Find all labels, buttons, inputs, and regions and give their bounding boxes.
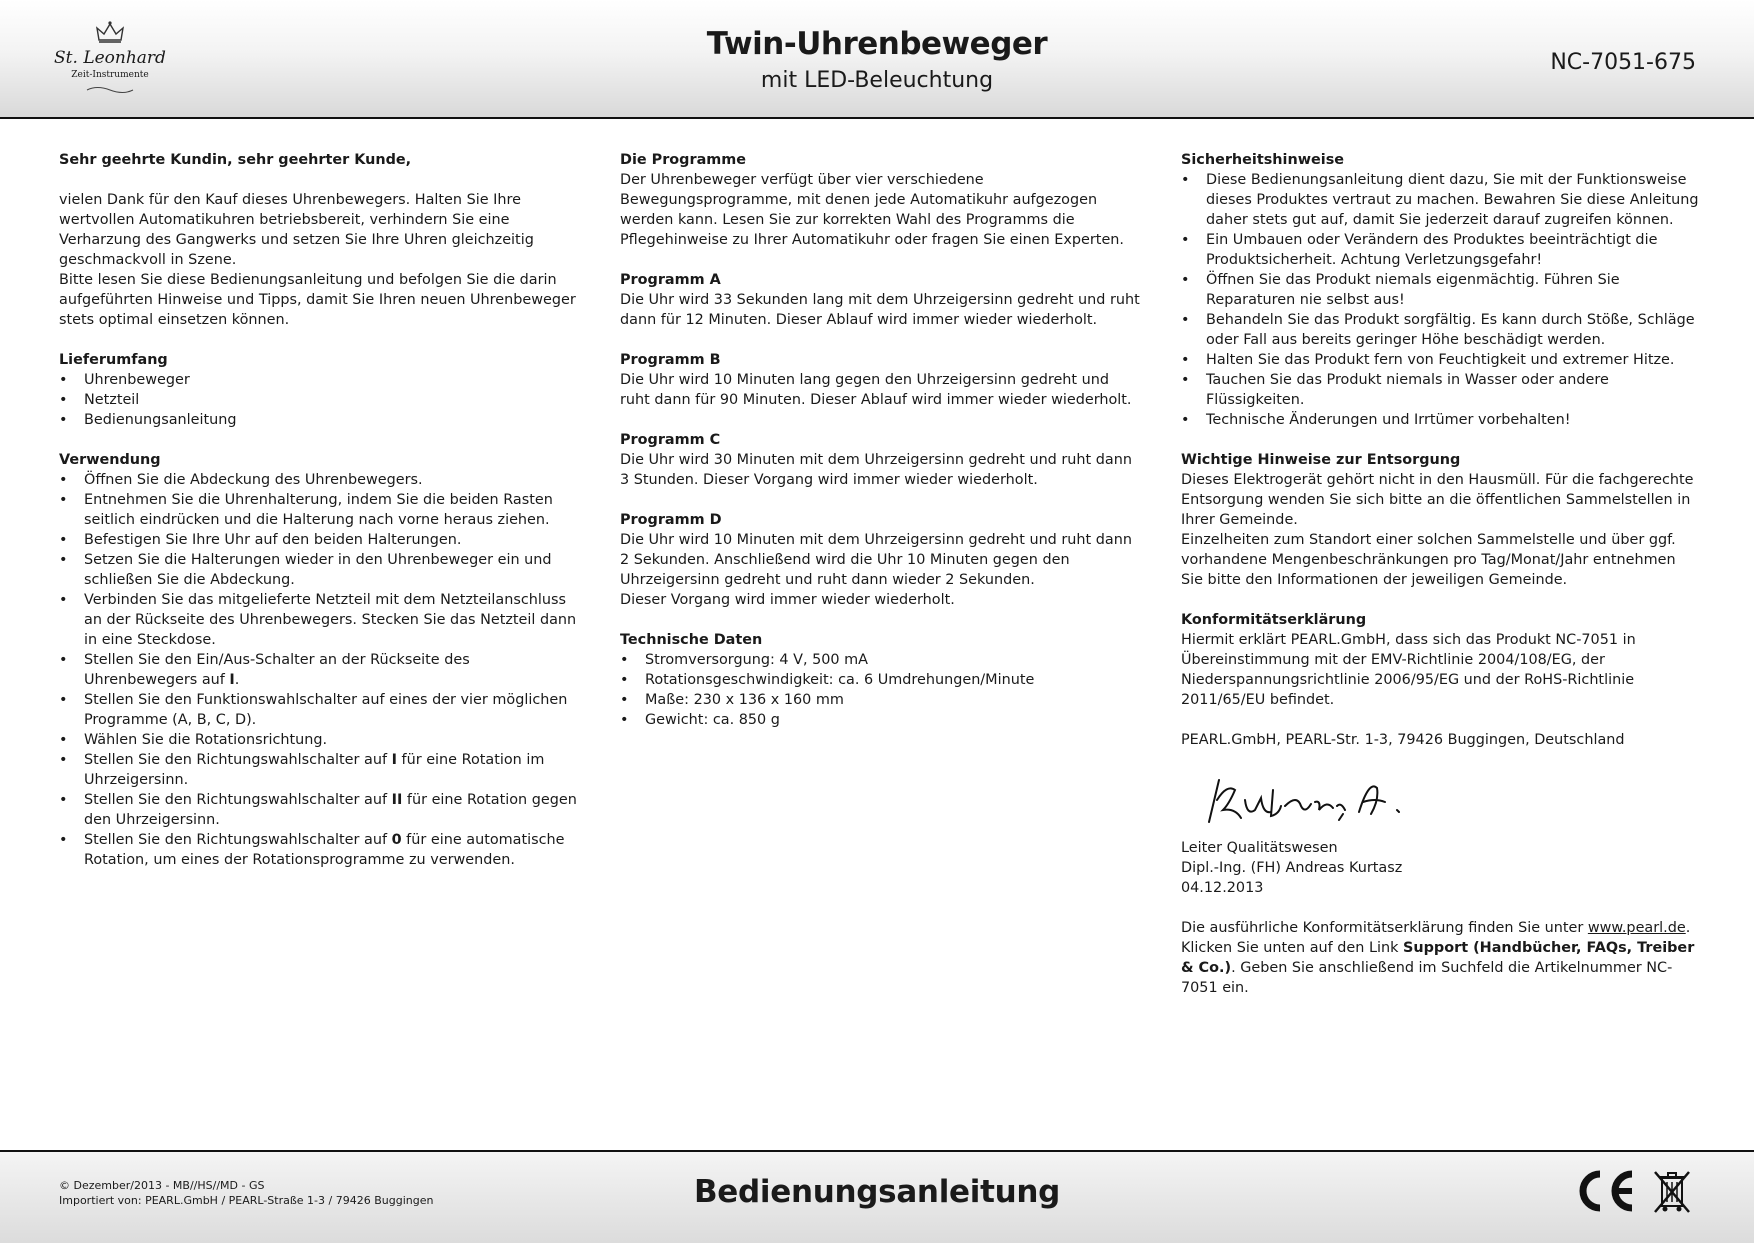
- model-number: NC-7051-675: [1550, 50, 1696, 75]
- program-c-text: Die Uhr wird 30 Minuten mit dem Uhrzeigersinn gedreht und ruht dann 3 Stunden. Dieser Vorgang wird immer wieder wiederholt.: [620, 452, 1132, 488]
- safety-list: [1181, 170, 1701, 430]
- footer-title: Bedienungsanleitung: [693, 1174, 1061, 1210]
- list-item: • Tauchen Sie das Produkt niemals in Wasser oder andere Flüssigkeiten.: [1181, 370, 1701, 410]
- list-item: • Rotationsgeschwindigkeit: ca. 6 Umdrehungen/Minute: [620, 670, 1140, 690]
- list-item: • Uhrenbeweger: [59, 370, 579, 390]
- program-d-text: Die Uhr wird 10 Minuten mit dem Uhrzeigersinn gedreht und ruht dann 2 Sekunden. Anschließend wird die Uhr 10 Minuten gegen den Uhrzeigersinn gedreht und ruht dann wieder 2 Sekunden.: [620, 532, 1132, 588]
- section-heading-scope: Lieferumfang: [59, 352, 168, 368]
- disposal-text: Dieses Elektrogerät gehört nicht in den Hausmüll. Für die fachgerechte Entsorgung wenden Sie sich bitte an die öffentlichen Sammelstellen in Ihrer Gemeinde.: [1181, 472, 1694, 528]
- list-item: • Stellen Sie den Richtungswahlschalter auf I für eine Rotation im Uhrzeigersinn.: [59, 750, 579, 790]
- program-d-heading: Programm D: [620, 512, 722, 528]
- list-item: • Öffnen Sie die Abdeckung des Uhrenbewegers.: [59, 470, 579, 490]
- list-item: • Setzen Sie die Halterungen wieder in den Uhrenbeweger ein und schließen Sie die Abdeckung.: [59, 550, 579, 590]
- tech-list: [620, 650, 1140, 730]
- program-a-heading: Programm A: [620, 272, 721, 288]
- document-subtitle: mit LED-Beleuchtung: [760, 68, 994, 93]
- program-b-text: Die Uhr wird 10 Minuten lang gegen den Uhrzeigersinn gedreht und ruht dann für 90 Minuten. Dieser Ablauf wird immer wieder wiederholt.: [620, 372, 1132, 408]
- list-item: • Entnehmen Sie die Uhrenhalterung, indem Sie die beiden Rasten seitlich eindrücken und die Halterung nach vorne heraus ziehen.: [59, 490, 579, 530]
- footer-imprint: © Dezember/2013 - MB//HS//MD - GS Importiert von: PEARL.GmbH / PEARL-Straße 1-3 / 79426 Buggingen: [59, 1179, 434, 1207]
- more-info-text: Die ausführliche Konformitätserklärung finden Sie unter www.pearl.de. Klicken Sie unten auf den Link Support (Handbücher, FAQs, Treiber & Co.). Geben Sie anschließend im Suchfeld die Artikelnummer NC-7051 ein.: [1181, 920, 1695, 996]
- logo-name: St. Leonhard: [54, 48, 166, 68]
- page-header: [0, 0, 1754, 119]
- column-right: [1181, 150, 1701, 998]
- list-item: • Wählen Sie die Rotationsrichtung.: [59, 730, 579, 750]
- company-address: PEARL.GmbH, PEARL-Str. 1-3, 79426 Buggingen, Deutschland: [1181, 732, 1625, 748]
- section-heading-tech: Technische Daten: [620, 632, 763, 648]
- signature-icon: [1201, 770, 1421, 834]
- logo-tagline: Zeit-Instrumente: [71, 70, 149, 80]
- programs-text: Der Uhrenbeweger verfügt über vier verschiedene Bewegungsprogramme, mit denen jede Automatikuhr aufgezogen werden kann. Lesen Sie zur korrekten Wahl des Programms die Pflegehinweise zu Ihrer Automatikuhr oder fragen Sie einen Experten.: [620, 172, 1124, 248]
- section-heading-safety: Sicherheitshinweise: [1181, 152, 1345, 168]
- ce-mark-icon: [1574, 1168, 1636, 1214]
- list-item: • Stellen Sie den Ein/Aus-Schalter an der Rückseite des Uhrenbewegers auf I.: [59, 650, 579, 690]
- program-d-text-2: Dieser Vorgang wird immer wieder wiederholt.: [620, 592, 955, 608]
- section-heading-usage: Verwendung: [59, 452, 161, 468]
- list-item: • Befestigen Sie Ihre Uhr auf den beiden Halterungen.: [59, 530, 579, 550]
- usage-list: [59, 470, 579, 870]
- section-heading-conformity: Konformitätserklärung: [1181, 612, 1367, 628]
- intro-paragraph-2: Bitte lesen Sie diese Bedienungsanleitung und befolgen Sie die darin aufgeführten Hinweise und Tipps, damit Sie Ihren neuen Uhrenbeweger stets optimal einsetzen können.: [59, 272, 576, 328]
- section-heading-programs: Die Programme: [620, 152, 747, 168]
- conformity-text: Hiermit erklärt PEARL.GmbH, dass sich das Produkt NC-7051 in Übereinstimmung mit der EMV-Richtlinie 2004/108/EG, der Niederspannungsrichtlinie 2006/95/EG und der RoHS-Richtlinie 2011/65/EU befindet.: [1181, 632, 1636, 708]
- list-item: • Halten Sie das Produkt fern von Feuchtigkeit und extremer Hitze.: [1181, 350, 1701, 370]
- list-item: • Diese Bedienungsanleitung dient dazu, Sie mit der Funktionsweise dieses Produktes vertraut zu machen. Bewahren Sie diese Anleitung daher stets gut auf, damit Sie jederzeit darauf zugreifen können.: [1181, 170, 1701, 230]
- signature: [1201, 770, 1701, 838]
- list-item: • Technische Änderungen und Irrtümer vorbehalten!: [1181, 410, 1701, 430]
- program-c-heading: Programm C: [620, 432, 721, 448]
- greeting: Sehr geehrte Kundin, sehr geehrter Kunde,: [59, 152, 412, 168]
- section-heading-disposal: Wichtige Hinweise zur Entsorgung: [1181, 452, 1461, 468]
- program-b-heading: Programm B: [620, 352, 721, 368]
- signature-date: 04.12.2013: [1181, 880, 1264, 896]
- list-item: • Stellen Sie den Richtungswahlschalter auf 0 für eine automatische Rotation, um eines der Rotationsprogramme zu verwenden.: [59, 830, 579, 870]
- signer-name: Dipl.-Ing. (FH) Andreas Kurtasz: [1181, 860, 1403, 876]
- column-middle: [620, 150, 1140, 730]
- pearl-link[interactable]: www.pearl.de: [1587, 920, 1686, 936]
- scope-list: [59, 370, 579, 430]
- list-item: • Verbinden Sie das mitgelieferte Netzteil mit dem Netzteilanschluss an der Rückseite des Uhrenbewegers. Stecken Sie das Netzteil dann in eine Steckdose.: [59, 590, 579, 650]
- column-left: [59, 150, 579, 870]
- crossed-bin-icon: [1651, 1168, 1693, 1214]
- list-item: • Gewicht: ca. 850 g: [620, 710, 1140, 730]
- list-item: • Maße: 230 x 136 x 160 mm: [620, 690, 1140, 710]
- document-title: Twin-Uhrenbeweger: [706, 26, 1048, 62]
- disposal-text-2: Einzelheiten zum Standort einer solchen Sammelstelle und über ggf. vorhandene Mengenbeschränkungen pro Tag/Monat/Jahr entnehmen Sie bitte den Informationen der jeweiligen Gemeinde.: [1181, 532, 1676, 588]
- list-item: • Stromversorgung: 4 V, 500 mA: [620, 650, 1140, 670]
- signer-role: Leiter Qualitätswesen: [1181, 840, 1338, 856]
- intro-paragraph: vielen Dank für den Kauf dieses Uhrenbewegers. Halten Sie Ihre wertvollen Automatikuhren betriebsbereit, verhindern Sie eine Verharzung des Gangwerks und setzen Sie Ihre Uhren gleichzeitig geschmackvoll in Szene.: [59, 192, 534, 268]
- list-item: • Stellen Sie den Richtungswahlschalter auf II für eine Rotation gegen den Uhrzeigersinn.: [59, 790, 579, 830]
- list-item: • Öffnen Sie das Produkt niemals eigenmächtig. Führen Sie Reparaturen nie selbst aus!: [1181, 270, 1701, 310]
- list-item: • Bedienungsanleitung: [59, 410, 579, 430]
- list-item: • Netzteil: [59, 390, 579, 410]
- program-a-text: Die Uhr wird 33 Sekunden lang mit dem Uhrzeigersinn gedreht und ruht dann für 12 Minuten. Dieser Ablauf wird immer wieder wiederholt.: [620, 292, 1140, 328]
- list-item: • Behandeln Sie das Produkt sorgfältig. Es kann durch Stöße, Schläge oder Fall aus bereits geringer Höhe beschädigt werden.: [1181, 310, 1701, 350]
- list-item: • Stellen Sie den Funktionswahlschalter auf eines der vier möglichen Programme (A, B, C, D).: [59, 690, 579, 730]
- list-item: • Ein Umbauen oder Verändern des Produktes beeinträchtigt die Produktsicherheit. Achtung Verletzungsgefahr!: [1181, 230, 1701, 270]
- page-footer: [0, 1150, 1754, 1243]
